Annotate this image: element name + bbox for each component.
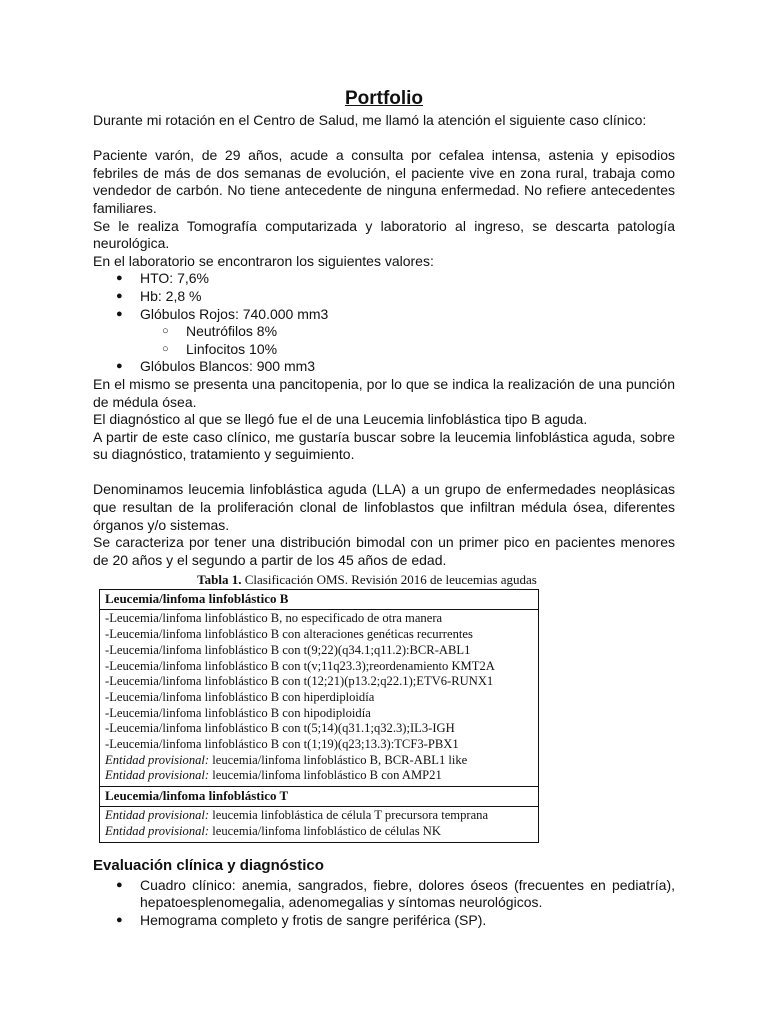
hollow-bullet-icon: ○ xyxy=(162,325,169,338)
table-row: -Leucemia/linfoma linfoblástico B con hipodiploidía xyxy=(105,705,371,720)
list-item: ● Glóbulos Blancos: 900 mm3 xyxy=(116,358,316,375)
table-header-b: Leucemia/linfoma linfoblástico B xyxy=(100,590,539,610)
document-page xyxy=(93,88,675,929)
table-caption: Tabla 1. Clasificación OMS. Revisión 2016 de leucemias agudas xyxy=(197,572,537,588)
section-heading-evaluation: Evaluación clínica y diagnóstico xyxy=(93,856,324,874)
bullet-icon: ● xyxy=(116,913,123,926)
who-classification-table xyxy=(99,589,539,842)
table-header-t: Leucemia/linfoma linfoblástico T xyxy=(100,787,539,807)
lab-values-list xyxy=(93,270,675,376)
bullet-icon: ● xyxy=(116,360,123,373)
list-item: ● Cuadro clínico: anemia, sangrados, fiebre, dolores óseos (frecuentes en pediatría), hepatoesplenomegalia, adenomegalias y síntomas neurológicos. xyxy=(116,876,675,911)
diagnosis-paragraph: El diagnóstico al que se llegó fue el de una Leucemia linfoblástica tipo B aguda. xyxy=(93,411,588,428)
definition-paragraph: Denominamos leucemia linfoblástica aguda (LLA) a un grupo de enfermedades neoplásicas que resultan de la proliferación clonal de linfoblastos que infiltran médula ósea, diferentes órganos y/o sistemas. xyxy=(93,481,675,533)
bullet-icon: ● xyxy=(116,272,123,285)
table-row: -Leucemia/linfoma linfoblástico B con t(v;11q23.3);reordenamiento KMT2A xyxy=(105,658,495,673)
table-row: -Leucemia/linfoma linfoblástico B, no especificado de otra manera xyxy=(105,611,443,626)
table-row: -Leucemia/linfoma linfoblástico B con t(1;19)(q23;13.3):TCF3-PBX1 xyxy=(105,737,459,752)
table-row: Entidad provisional: leucemia linfoblástica de célula T precursora temprana xyxy=(105,808,489,823)
table-row: -Leucemia/linfoma linfoblástico B con t(9;22)(q34.1;q11.2):BCR-ABL1 xyxy=(105,642,471,657)
list-item: ● Hb: 2,8 % xyxy=(116,287,202,304)
table-cell-t xyxy=(100,807,539,842)
page-title: Portfolio xyxy=(344,88,424,109)
lab-intro-paragraph: En el laboratorio se encontraron los siguientes valores: xyxy=(93,252,434,269)
case-paragraph: Paciente varón, de 29 años, acude a consulta por cefalea intensa, astenia y episodios febriles de más de dos semanas de evolución, el paciente vive en zona rural, trabaja como vendedor de carbón. No tiene antecedente de ninguna enfermedad. No refiere antecedentes familiares. xyxy=(93,147,675,216)
sub-list xyxy=(140,323,675,358)
table-row: -Leucemia/linfoma linfoblástico B con t(12;21)(p13.2;q22.1);ETV6-RUNX1 xyxy=(105,674,494,689)
table-row: -Leucemia/linfoma linfoblástico B con hiperdiploidía xyxy=(105,689,375,704)
hollow-bullet-icon: ○ xyxy=(162,342,169,355)
distribution-paragraph: Se caracteriza por tener una distribución bimodal con un primer pico en pacientes menores de 20 años y el segundo a partir de los 45 años de edad. xyxy=(93,534,675,568)
table-row: Entidad provisional: leucemia/linfoma linfoblástico de células NK xyxy=(105,823,441,838)
table-row: Entidad provisional: leucemia/linfoma linfoblástico B, BCR-ABL1 like xyxy=(105,752,468,767)
table-row: -Leucemia/linfoma linfoblástico B con alteraciones genéticas recurrentes xyxy=(105,627,473,642)
table-cell-b xyxy=(100,610,539,787)
list-item: ● HTO: 7,6% xyxy=(116,270,209,287)
bullet-icon: ● xyxy=(116,289,123,302)
list-item: ● Glóbulos Rojos: 740.000 mm3 ○ Neutrófilos 8% ○ Linfocitos 10% xyxy=(93,306,675,359)
intro-paragraph: Durante mi rotación en el Centro de Salud, me llamó la atención el siguiente caso clínico: xyxy=(93,112,647,128)
purpose-paragraph: A partir de este caso clínico, me gustaría buscar sobre la leucemia linfoblástica aguda, sobre su diagnóstico, tratamiento y seguimiento. xyxy=(93,428,675,463)
pancitopenia-paragraph: En el mismo se presenta una pancitopenia, por lo que se indica la realización de una punción de médula ósea. xyxy=(93,375,675,410)
list-item: ○ Neutrófilos 8% xyxy=(162,323,278,340)
evaluation-list xyxy=(93,877,675,930)
tomography-paragraph: Se le realiza Tomografía computarizada y laboratorio al ingreso, se descarta patología neurológica. xyxy=(93,217,675,252)
bullet-icon: ● xyxy=(116,307,123,320)
list-item: ○ Linfocitos 10% xyxy=(162,340,278,357)
bullet-icon: ● xyxy=(116,878,123,891)
table-row: Entidad provisional: leucemia/linfoma linfoblástico B con AMP21 xyxy=(105,768,442,783)
table-row: -Leucemia/linfoma linfoblástico B con t(5;14)(q31.1;q32.3);IL3-IGH xyxy=(105,721,455,736)
list-item: ● Hemograma completo y frotis de sangre periférica (SP). xyxy=(116,911,487,928)
